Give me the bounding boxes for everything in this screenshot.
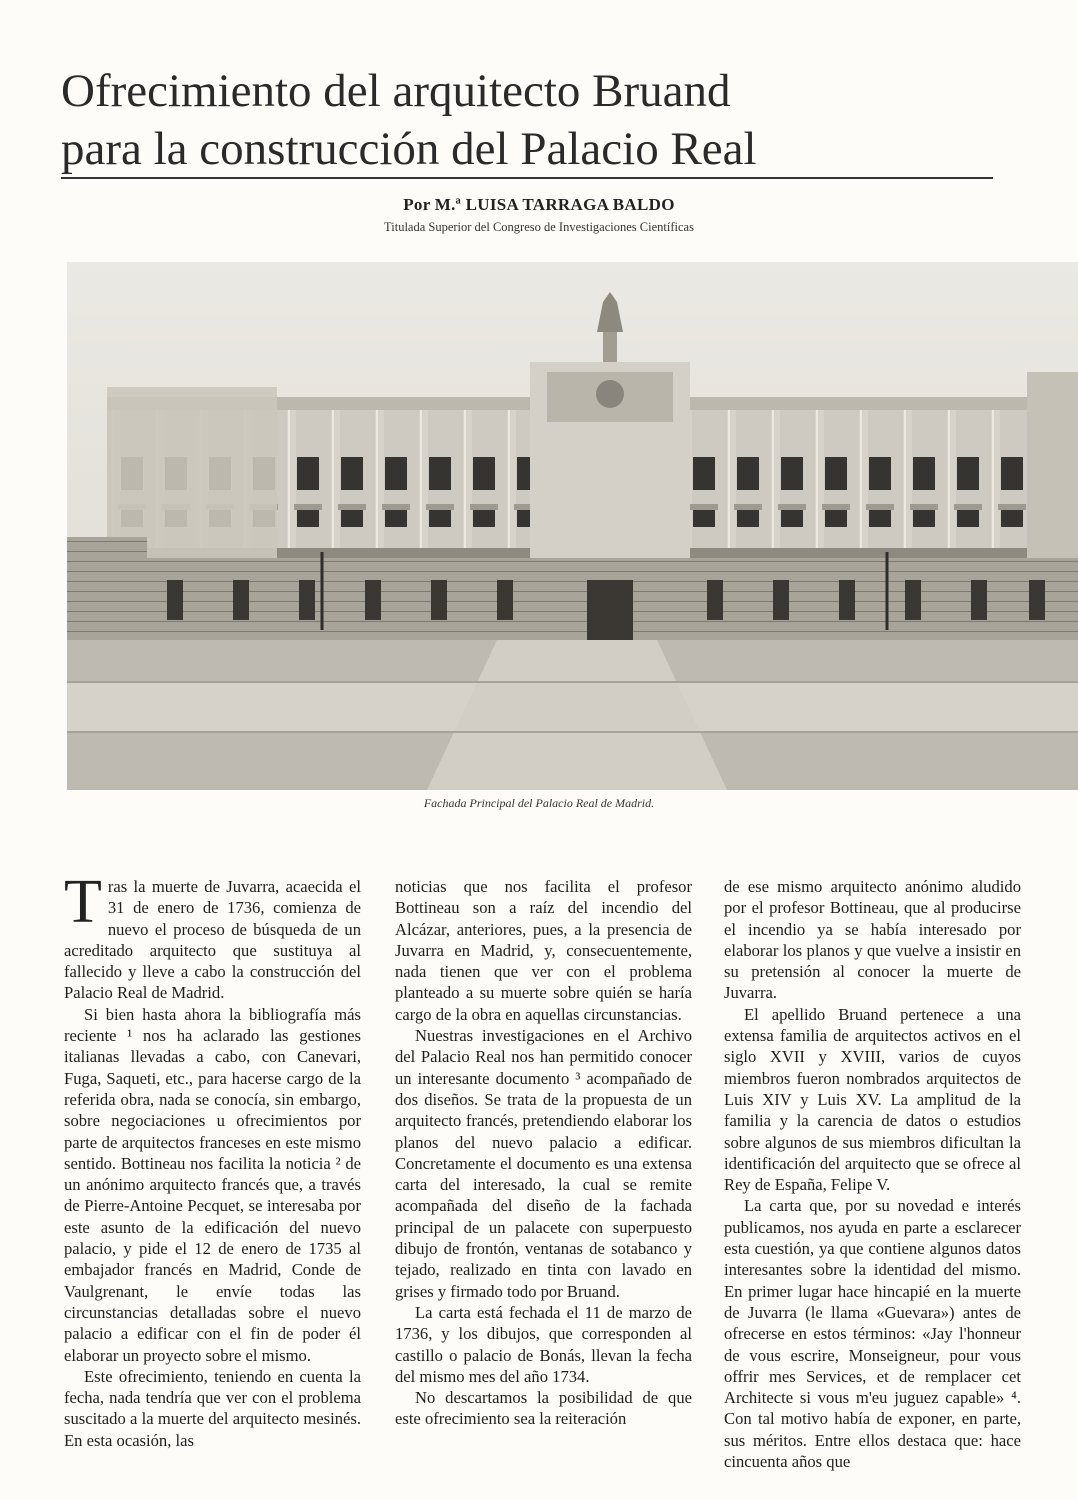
title-line-2: para la construcción del Palacio Real: [61, 123, 757, 175]
paragraph: No descartamos la posibilidad de que este ofrecimiento sea la reiteración: [395, 1388, 692, 1429]
paragraph: Si bien hasta ahora la bibliografía más reciente ¹ nos ha aclarado las gestiones italianas llevadas a cabo, con Canevari, Fuga, Saqueti, etc., para hacerse cargo de la referida obra, nada se conocía, sin embargo, sobre negociaciones u ofrecimientos por parte de arquitectos franceses en este mismo sentido. Bottineau nos facilita la noticia ² de un anónimo arquitecto francés que, a través de Pierre-Antoine Pecquet, se interesaba por este asunto de la edificación del nuevo palacio, y pide el 12 de enero de 1735 al embajador francés en Madrid, Conde de Vaulgrenant, le envíe todas las circunstancias detalladas sobre el nuevo palacio a edificar con el fin de poder él elaborar un proyecto sobre el mismo.: [64, 1004, 361, 1365]
paragraph: La carta está fechada el 11 de marzo de 1736, y los dibujos, que corresponden al castillo o palacio de Bonás, llevan la fecha del mismo mes del año 1734.: [395, 1302, 692, 1386]
title-rule: [61, 177, 993, 179]
paragraph: La carta que, por su novedad e interés publicamos, nos ayuda en parte a esclarecer esta cuestión, ya que contiene algunos datos interesantes sobre la identidad del mismo. En primer lugar hace hincapié en la muerte de Juvarra (le llama «Guevara») antes de ofrecerse en estos términos: «Jay l'honneur de vous escrire, Monseigneur, pour vous offrir mes Services, et de remplacer cet Architecte si vous m'eu juguez capable» ⁴. Con tal motivo había de exponer, en parte, sus méritos. Entre ellos destaca que: hace cincuenta años que: [724, 1196, 1021, 1472]
paragraph: Nuestras investigaciones en el Archivo del Palacio Real nos han permitido conocer un interesante documento ³ acompañado de dos diseños. Se trata de la propuesta de un arquitecto francés, pretendiendo elaborar los planos del nuevo palacio a edificar. Concretamente el documento es una extensa carta del interesado, la cual se remite acompañada del diseño de la fachada principal de un palacete con superpuesto dibujo de frontón, ventanas de sotabanco y tejado, realizado en tinta con lavado en grises y firmado todo por Bruand.: [395, 1026, 692, 1301]
paragraph: El apellido Bruand pertenece a una extensa familia de arquitectos activos en el siglo XVII y XVIII, varios de cuyos miembros fueron nombrados arquitectos de Luis XIV y Luis XV. La amplitud de la familia y la carencia de datos o estudios sobre algunos de sus miembros dificultan la identificación del arquitecto que se ofrece al Rey de España, Felipe V.: [724, 1004, 1021, 1195]
palace-photo: [67, 262, 1078, 790]
paragraph-text: ras la muerte de Juvarra, acaecida el 31 de enero de 1736, comienza de nuevo el proceso de búsqueda de un acreditado arquitecto que sustituya al fallecido y lleve a cabo la construcción del Palacio Real de Madrid.: [64, 877, 361, 1003]
drop-cap: T: [64, 868, 102, 936]
byline: Por M.ª LUISA TARRAGA BALDO: [403, 195, 675, 214]
text-column-2: [395, 876, 692, 1430]
photo-caption: Fachada Principal del Palacio Real de Madrid.: [423, 796, 655, 810]
palace-illustration: [67, 262, 1078, 790]
paragraph: noticias que nos facilita el profesor Bottineau son a raíz del incendio del Alcázar, anteriores, pues, a la presencia de Juvarra en Madrid, y, consecuentemente, nada tienen que ver con el problema planteado a su muerte sobre quién se haría cargo de la obra en aquellas circunstancias.: [395, 877, 692, 1024]
text-column-3: [724, 876, 1021, 1472]
title-line-1: Ofrecimiento del arquitecto Bruand: [61, 65, 731, 117]
text-column-1: [64, 868, 361, 1451]
paragraph: de ese mismo arquitecto anónimo aludido por el profesor Bottineau, que al producirse el incendio ya se había interesado por elaborar los planos y que vuelve a insistir en su pretensión al conocer la muerte de Juvarra.: [724, 877, 1021, 1003]
article-title: [61, 62, 961, 178]
author-affiliation: Titulada Superior del Congreso de Investigaciones Científicas: [384, 220, 694, 234]
paragraph: [64, 868, 361, 1004]
paragraph: Este ofrecimiento, teniendo en cuenta la fecha, nada tendría que ver con el problema suscitado a la muerte del arquitecto mesinés. En esta ocasión, las: [64, 1366, 361, 1450]
